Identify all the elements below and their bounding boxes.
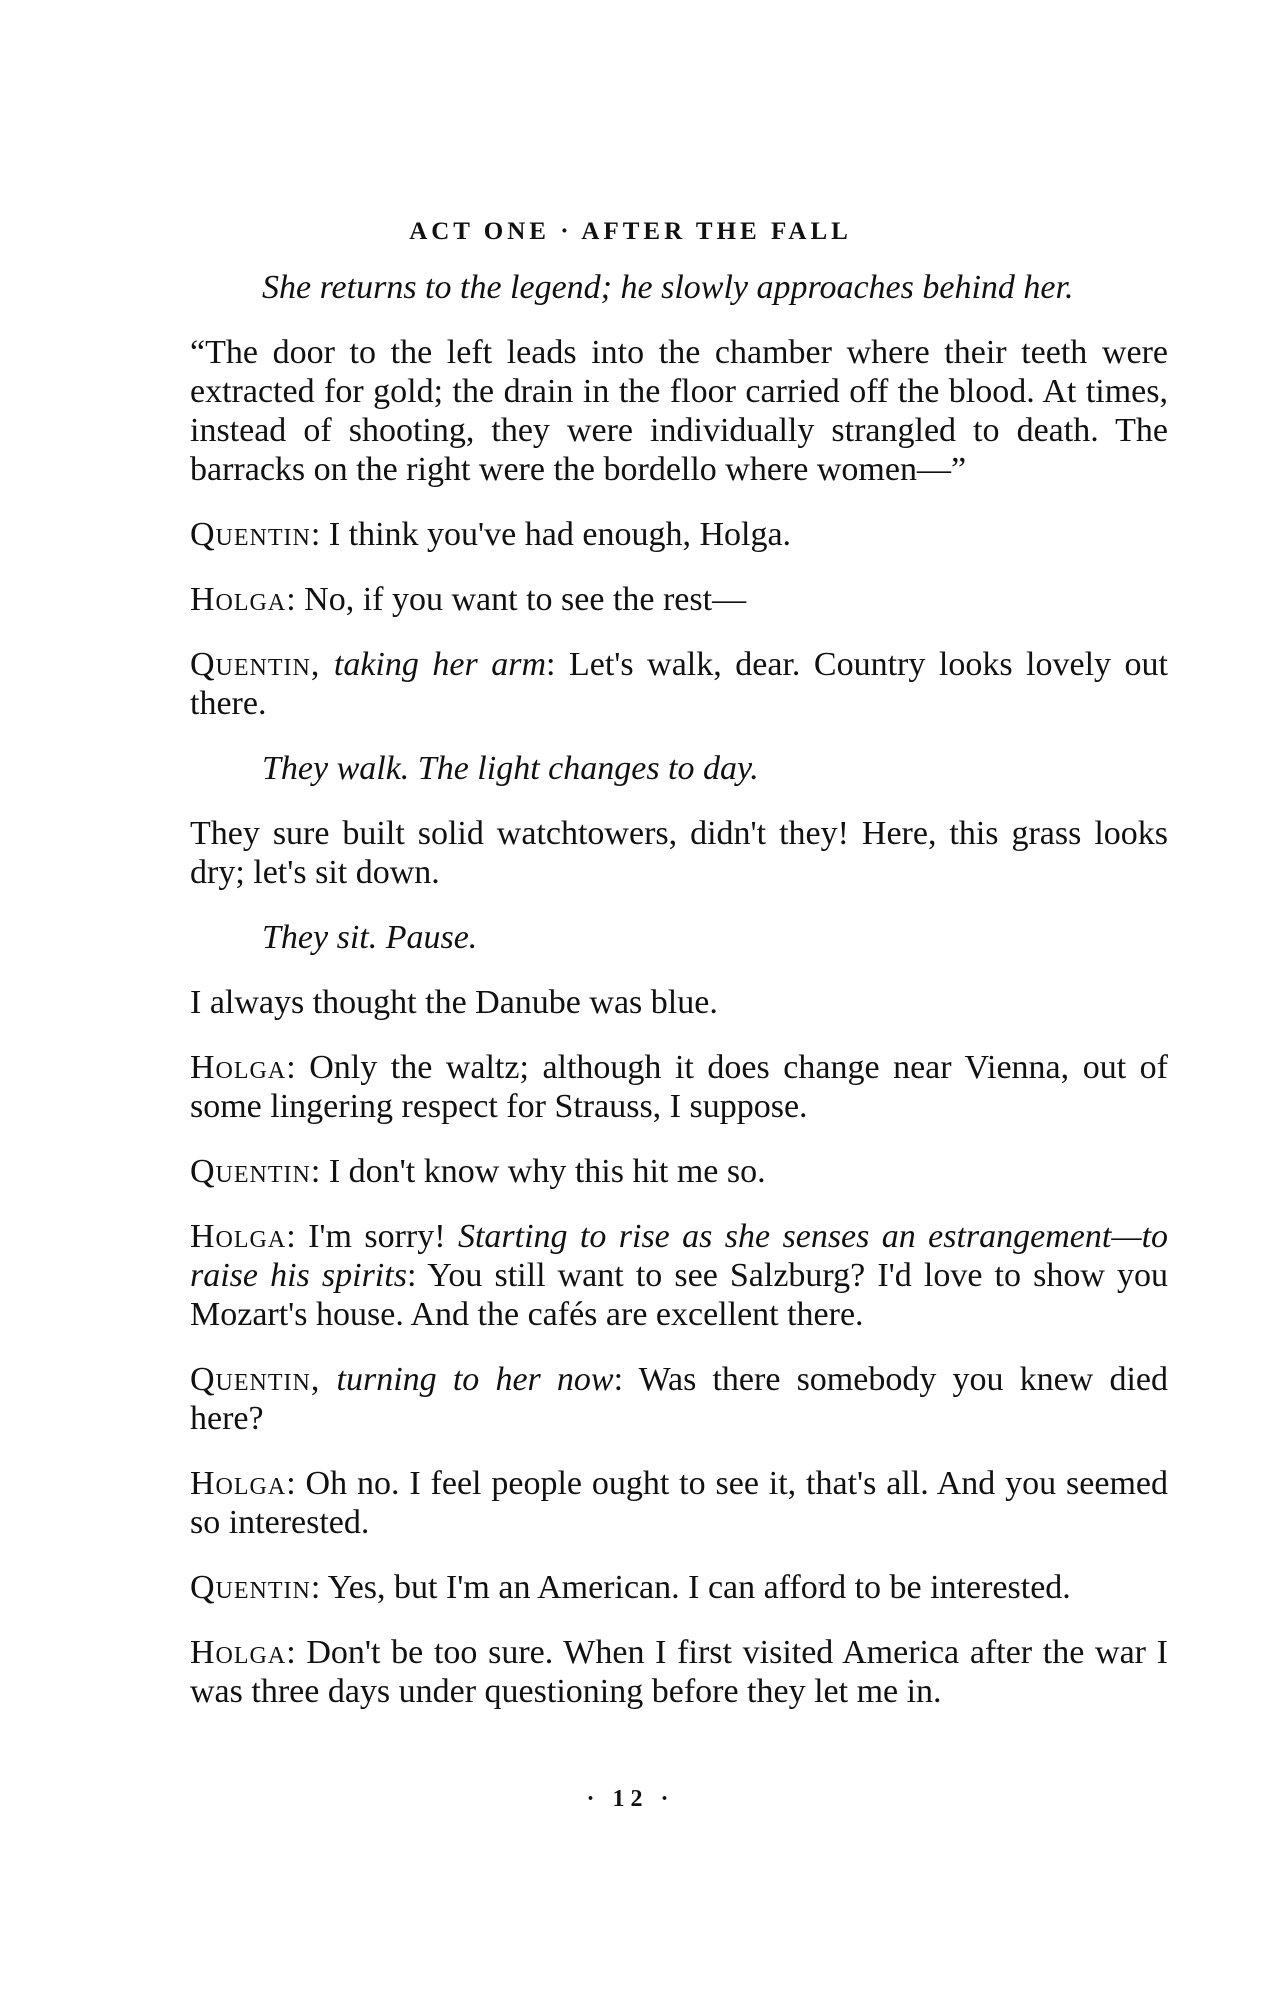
dialogue-line — [190, 1217, 1168, 1334]
dialogue-text: No, if you want to see the rest— — [304, 581, 747, 618]
stage-direction-text: They walk. The light changes to day. — [262, 750, 759, 787]
dialogue-text: I don't know why this hit me so. — [328, 1153, 766, 1190]
running-head: ACT ONE · AFTER THE FALL — [409, 218, 852, 245]
speaker-colon: : — [286, 1634, 307, 1671]
speaker-name: Quentin, — [190, 646, 321, 683]
speaker-colon: : — [286, 1465, 306, 1502]
inline-direction: taking her arm — [333, 646, 547, 683]
dialogue-line — [190, 1633, 1168, 1711]
speaker-name: Holga — [190, 1218, 287, 1255]
inline-direction: Starting to rise as she senses an estrangement—to raise his spirits — [190, 1218, 1169, 1294]
dialogue-text: They sure built solid watchtowers, didn't they! Here, this grass looks dry; let's sit down. — [190, 815, 1168, 891]
speaker-name: Quentin, — [190, 1361, 321, 1398]
dialogue-text: Don't be too sure. When I first visited America after the war I was three days under questioning before they let me in. — [190, 1634, 1168, 1710]
speaker-colon: : — [286, 581, 305, 618]
speaker-colon: : — [546, 646, 569, 683]
speaker-colon: : — [286, 1049, 310, 1086]
dialogue-text: I'm sorry! — [308, 1218, 446, 1255]
dialogue-text: Oh no. I feel people ought to see it, that's all. And you seemed so interested. — [190, 1465, 1168, 1541]
speaker-colon: : — [613, 1361, 639, 1398]
dialogue-paragraph — [190, 983, 1168, 1022]
dialogue-text: Let's walk, dear. Country looks lovely out there. — [190, 646, 1169, 722]
dialogue-text: I always thought the Danube was blue. — [190, 984, 718, 1021]
dialogue-line — [190, 1152, 1168, 1191]
speaker-colon: : — [310, 1153, 329, 1190]
dialogue-text: I think you've had enough, Holga. — [328, 516, 792, 553]
dialogue-text: Yes, but I'm an American. I can afford to be interested. — [327, 1569, 1071, 1606]
dialogue-line — [190, 515, 1168, 554]
speaker-name: Quentin — [190, 1153, 311, 1190]
inline-direction: turning to her now — [336, 1361, 614, 1398]
dialogue-line — [190, 1048, 1168, 1126]
stage-direction-text: She returns to the legend; he slowly approaches behind her. — [262, 269, 1074, 306]
dialogue-line — [190, 1568, 1168, 1607]
speaker-name: Quentin — [190, 516, 311, 553]
dialogue-paragraph — [190, 814, 1168, 892]
stage-direction-text: They sit. Pause. — [262, 919, 478, 956]
speaker-colon: : — [310, 516, 329, 553]
speaker-name: Holga — [190, 1049, 287, 1086]
dialogue-text: Was there somebody you knew died here? — [190, 1361, 1169, 1437]
dialogue-text: “The door to the left leads into the chamber where their teeth were extracted for gold; the drain in the floor carried off the blood. At times, instead of shooting, they were individually strangled to death. The barracks on the right were the bordello where women—” — [190, 334, 1168, 488]
speaker-name: Holga — [190, 581, 287, 618]
dialogue-line — [190, 1360, 1168, 1438]
dialogue-text: You still want to see Salzburg? I'd love to show you Mozart's house. And the cafés are excellent there. — [190, 1257, 1168, 1333]
stage-direction — [262, 268, 1168, 307]
dialogue-line — [190, 645, 1168, 723]
dialogue-line — [190, 580, 1168, 619]
speaker-name: Quentin — [190, 1569, 311, 1606]
stage-direction — [262, 918, 1168, 957]
dialogue-paragraph — [190, 333, 1168, 489]
speaker-colon: : — [310, 1569, 328, 1606]
dialogue-line — [190, 1464, 1168, 1542]
speaker-colon: : — [286, 1218, 309, 1255]
stage-direction — [262, 749, 1168, 788]
page-body — [190, 268, 1168, 1737]
speaker-name: Holga — [190, 1465, 287, 1502]
speaker-colon: : — [406, 1257, 428, 1294]
page-number: · 12 · — [586, 1786, 675, 1812]
dialogue-text: Only the waltz; although it does change near Vienna, out of some lingering respect for Strauss, I suppose. — [190, 1049, 1168, 1125]
speaker-name: Holga — [190, 1634, 287, 1671]
